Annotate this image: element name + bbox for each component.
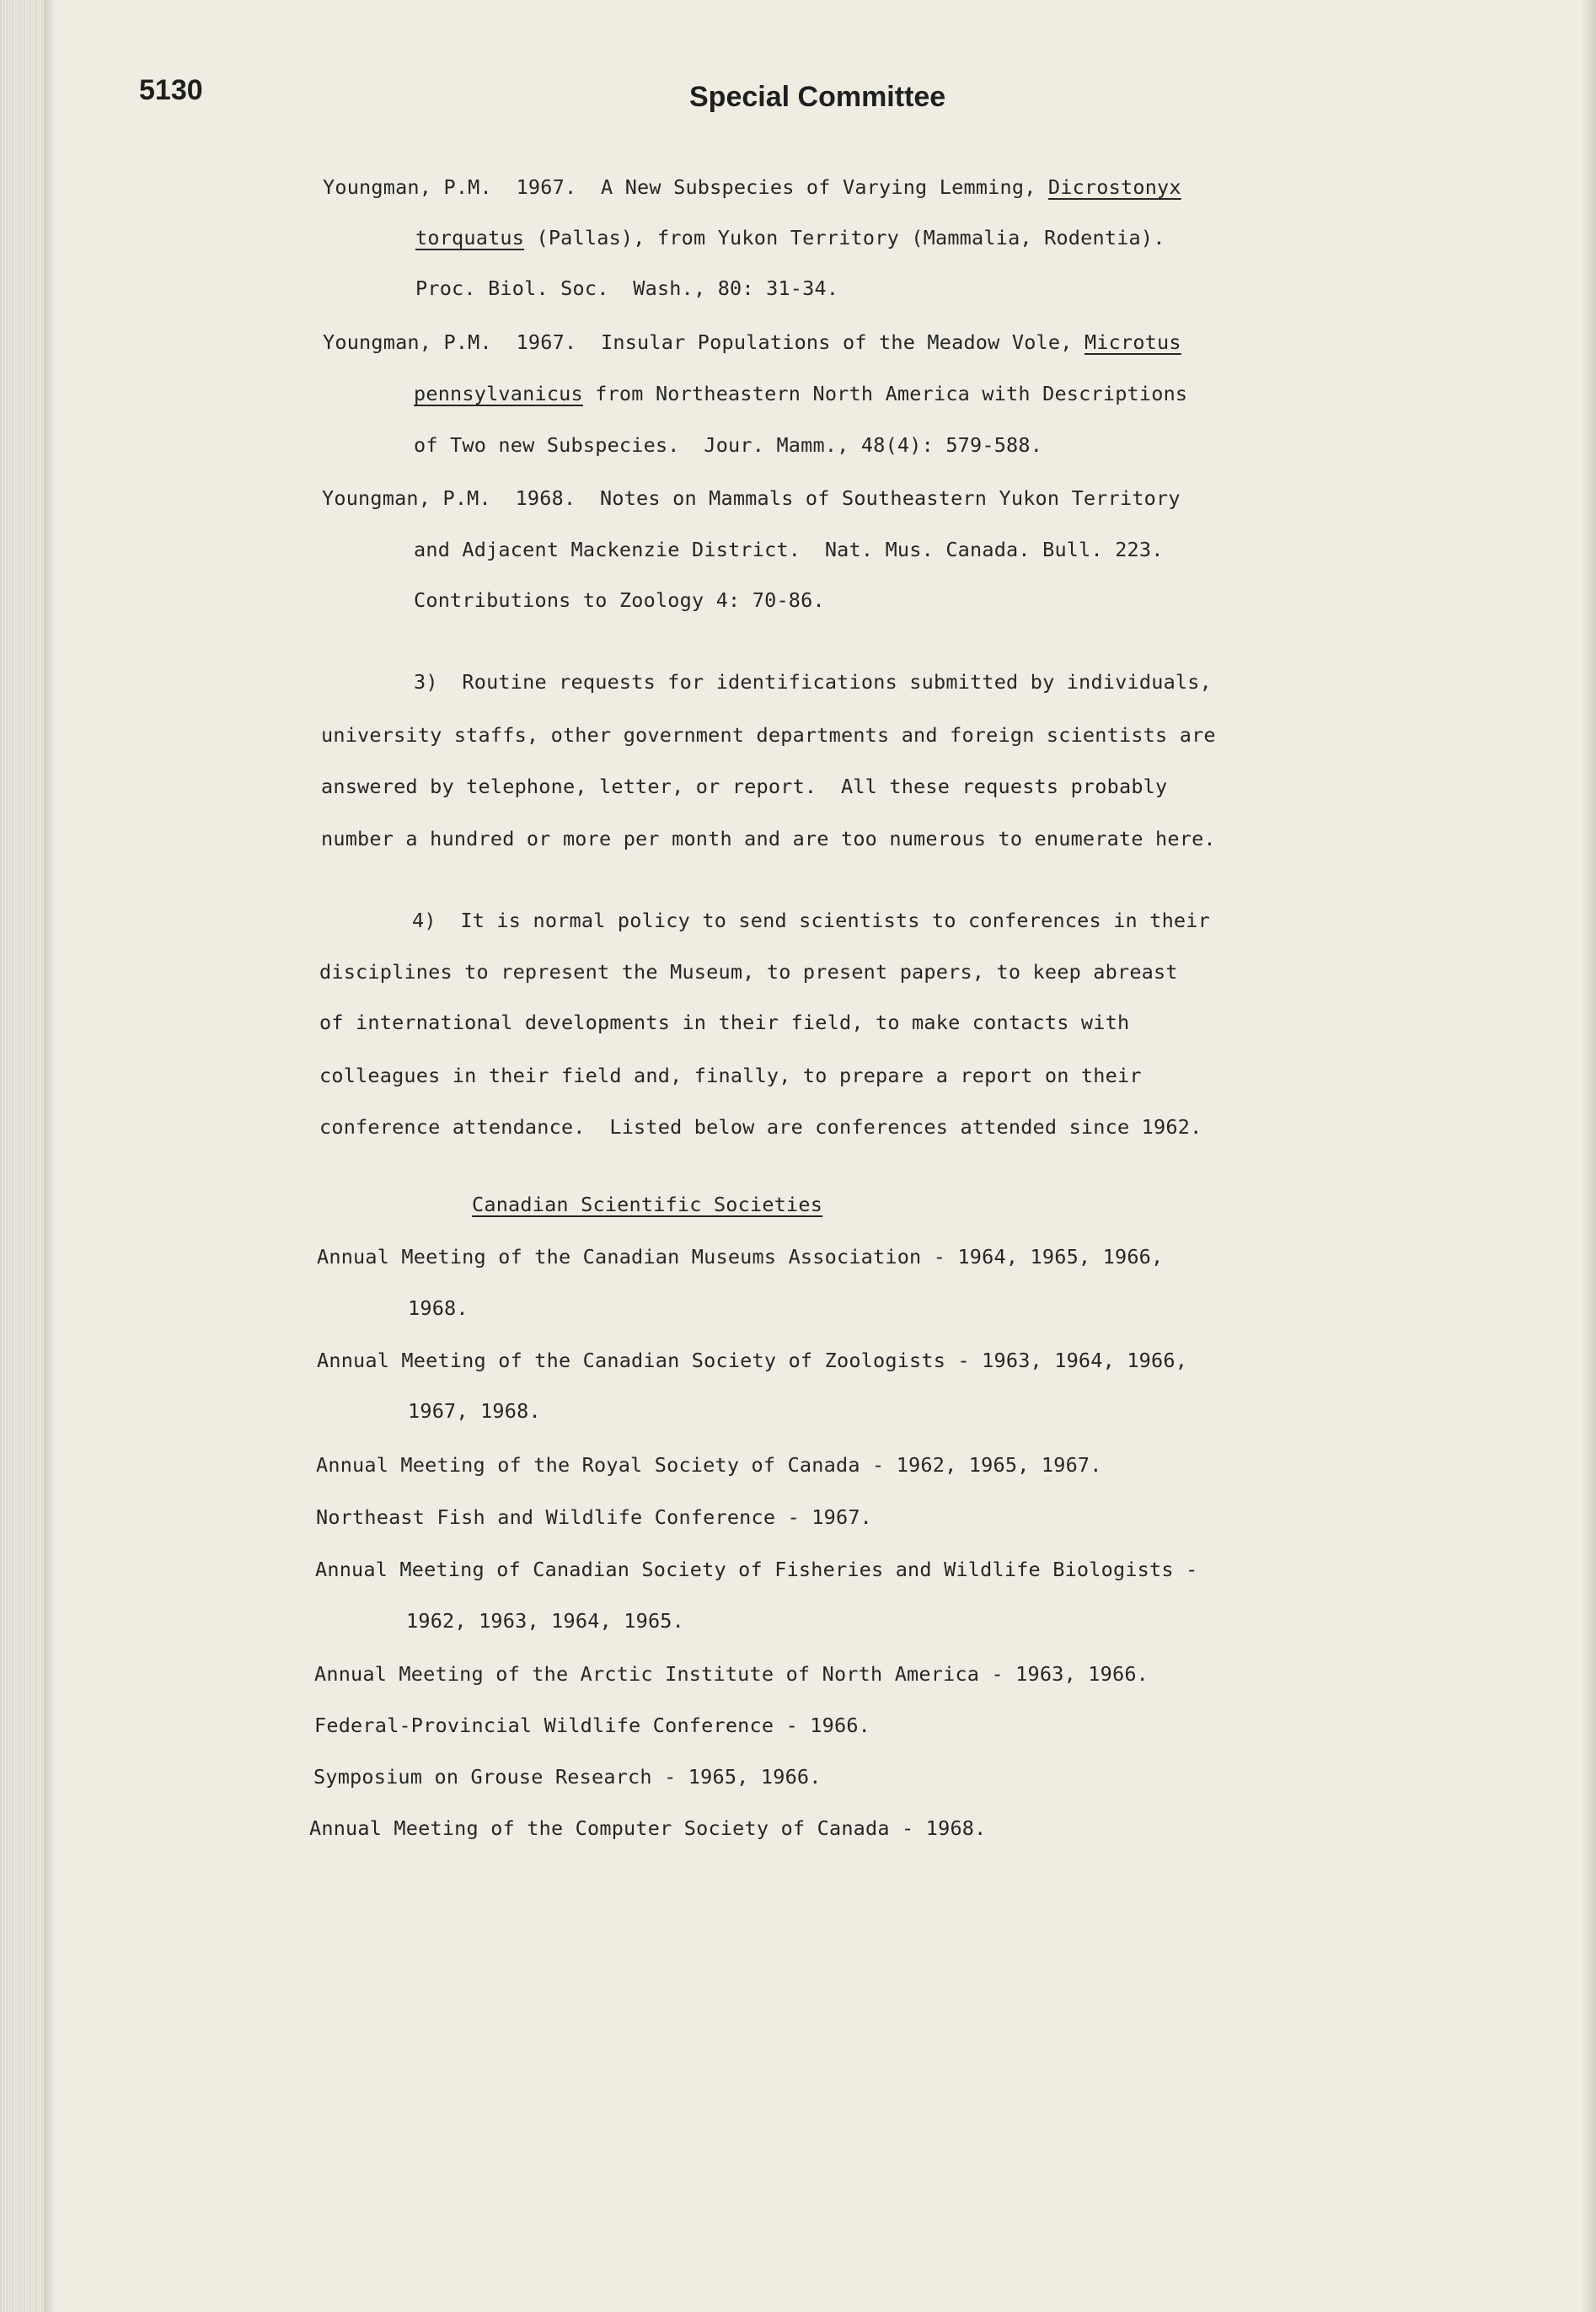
species-name: Dicrostonyx: [1047, 175, 1181, 199]
species-name: torquatus: [415, 226, 525, 249]
page-number: 5130: [139, 74, 203, 106]
gutter-shadow: [44, 0, 56, 2312]
reference-1-line-3: Proc. Biol. Soc. Wash., 80: 31-34.: [415, 276, 839, 300]
paragraph-3-line-3: answered by telephone, letter, or report. All these requests probably: [321, 775, 1168, 798]
reference-1-line-2: [415, 226, 1165, 249]
conference-item-continuation: 1962, 1963, 1964, 1965.: [406, 1609, 685, 1633]
conference-item: Annual Meeting of the Royal Society of Canada - 1962, 1965, 1967.: [316, 1453, 1102, 1477]
paragraph-4-line-3: of international developments in their field, to make contacts with: [319, 1011, 1130, 1034]
right-edge-shadow: [1581, 0, 1596, 2312]
reference-text: Youngman, P.M. 1967. Insular Populations of the Meadow Vole,: [323, 330, 1085, 354]
paragraph-3-line-2: university staffs, other government departments and foreign scientists are: [321, 723, 1216, 747]
reference-text: Youngman, P.M. 1967. A New Subspecies of Varying Lemming,: [323, 175, 1048, 199]
reference-text: from Northeastern North America with Descriptions: [582, 382, 1188, 405]
page-title: Special Committee: [689, 81, 946, 113]
reference-2-line-1: [323, 330, 1181, 354]
conference-item-continuation: 1968.: [408, 1296, 469, 1320]
paragraph-4-line-2: disciplines to represent the Museum, to present papers, to keep abreast: [319, 960, 1178, 984]
conference-item: Annual Meeting of the Computer Society of Canada - 1968.: [309, 1816, 987, 1840]
reference-2-line-3: of Two new Subspecies. Jour. Mamm., 48(4): 579-588.: [414, 433, 1043, 457]
stacked-page-edges: [0, 0, 44, 2312]
conference-item: Annual Meeting of Canadian Society of Fisheries and Wildlife Biologists -: [315, 1558, 1198, 1581]
paragraph-3-line-1: 3) Routine requests for identifications submitted by individuals,: [414, 670, 1212, 694]
conference-item: Annual Meeting of the Canadian Museums Association - 1964, 1965, 1966,: [317, 1245, 1164, 1269]
reference-2-line-2: [414, 382, 1187, 405]
reference-1-line-1: [323, 175, 1181, 199]
conference-item: Federal-Provincial Wildlife Conference - 1966.: [314, 1714, 871, 1737]
section-heading: Canadian Scientific Societies: [472, 1193, 823, 1216]
paragraph-4-line-5: conference attendance. Listed below are conferences attended since 1962.: [319, 1115, 1202, 1139]
species-name: pennsylvanicus: [414, 382, 583, 405]
paragraph-4-line-1: 4) It is normal policy to send scientists to conferences in their: [412, 909, 1210, 932]
paragraph-4-line-4: colleagues in their field and, finally, to prepare a report on their: [319, 1064, 1142, 1087]
reference-text: (Pallas), from Yukon Territory (Mammalia, Rodentia).: [524, 226, 1165, 249]
conference-item: Annual Meeting of the Canadian Society of Zoologists - 1963, 1964, 1966,: [317, 1349, 1188, 1372]
conference-item-continuation: 1967, 1968.: [408, 1399, 541, 1423]
paragraph-3-line-4: number a hundred or more per month and are too numerous to enumerate here.: [321, 827, 1216, 850]
species-name: Microtus: [1084, 330, 1181, 354]
reference-3-line-3: Contributions to Zoology 4: 70-86.: [414, 588, 825, 612]
reference-3-line-1: Youngman, P.M. 1968. Notes on Mammals of Southeastern Yukon Territory: [322, 486, 1181, 510]
conference-item: Annual Meeting of the Arctic Institute of North America - 1963, 1966.: [314, 1662, 1149, 1686]
conference-item: Northeast Fish and Wildlife Conference - 1967.: [316, 1505, 873, 1529]
reference-3-line-2: and Adjacent Mackenzie District. Nat. Mus. Canada. Bull. 223.: [414, 538, 1164, 561]
conference-item: Symposium on Grouse Research - 1965, 1966.: [313, 1765, 822, 1789]
